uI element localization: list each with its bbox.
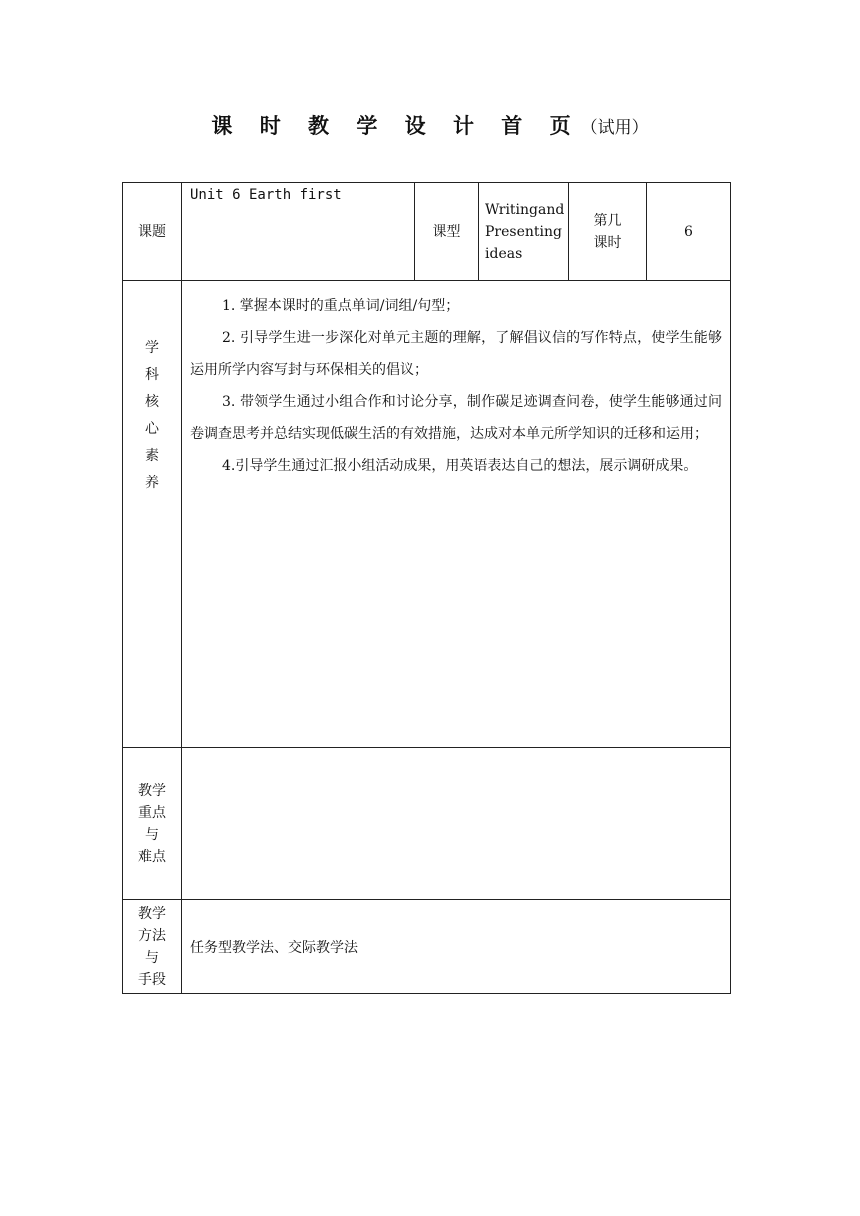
focus-difficulty-label: 教学 重点 与 难点 (123, 748, 182, 900)
lesson-type-value (479, 183, 569, 281)
page-title (0, 110, 860, 140)
method-content: 任务型教学法、交际教学法 (182, 900, 731, 994)
core-item-4: 4.引导学生通过汇报小组活动成果，用英语表达自己的想法，展示调研成果。 (222, 458, 698, 474)
lesson-plan-table (122, 182, 731, 994)
core-item-2: 2. 引导学生进一步深化对单元主题的理解，了解倡议信的写作特点，使学生能够运用所学内容写封与环保相关的倡议； (190, 330, 722, 378)
focus-difficulty-row (123, 748, 731, 900)
method-label: 教学 方法 与 手段 (123, 900, 182, 994)
core-item-3: 3. 带领学生通过小组合作和讨论分享，制作碳足迹调查问卷，使学生能够通过问卷调查思考并总结实现低碳生活的有效措施，达成对本单元所学知识的迁移和运用； (190, 394, 722, 442)
period-label: 第几 课时 (569, 183, 647, 281)
lesson-type-word-2: and (538, 201, 565, 218)
focus-difficulty-content (182, 748, 731, 900)
core-literacy-content (182, 281, 731, 748)
topic-label: 课题 (123, 183, 182, 281)
core-item-1: 1. 掌握本课时的重点单词/词组/句型； (222, 298, 460, 314)
method-row (123, 900, 731, 994)
topic-row (123, 183, 731, 281)
lesson-type-word-4: ideas (485, 245, 523, 262)
core-literacy-label: 学 科 核 心 素 养 (123, 281, 182, 748)
lesson-type-word-1: Writing (485, 201, 539, 218)
core-literacy-row (123, 281, 731, 748)
period-value: 6 (647, 183, 731, 281)
page-title-main: 课 时 教 学 设 计 首 页 (211, 113, 581, 138)
topic-value: Unit 6 Earth first (182, 183, 415, 281)
lesson-type-label: 课型 (415, 183, 479, 281)
lesson-type-word-3: Presenting (485, 223, 562, 240)
page-title-sub: （试用） (580, 118, 649, 138)
